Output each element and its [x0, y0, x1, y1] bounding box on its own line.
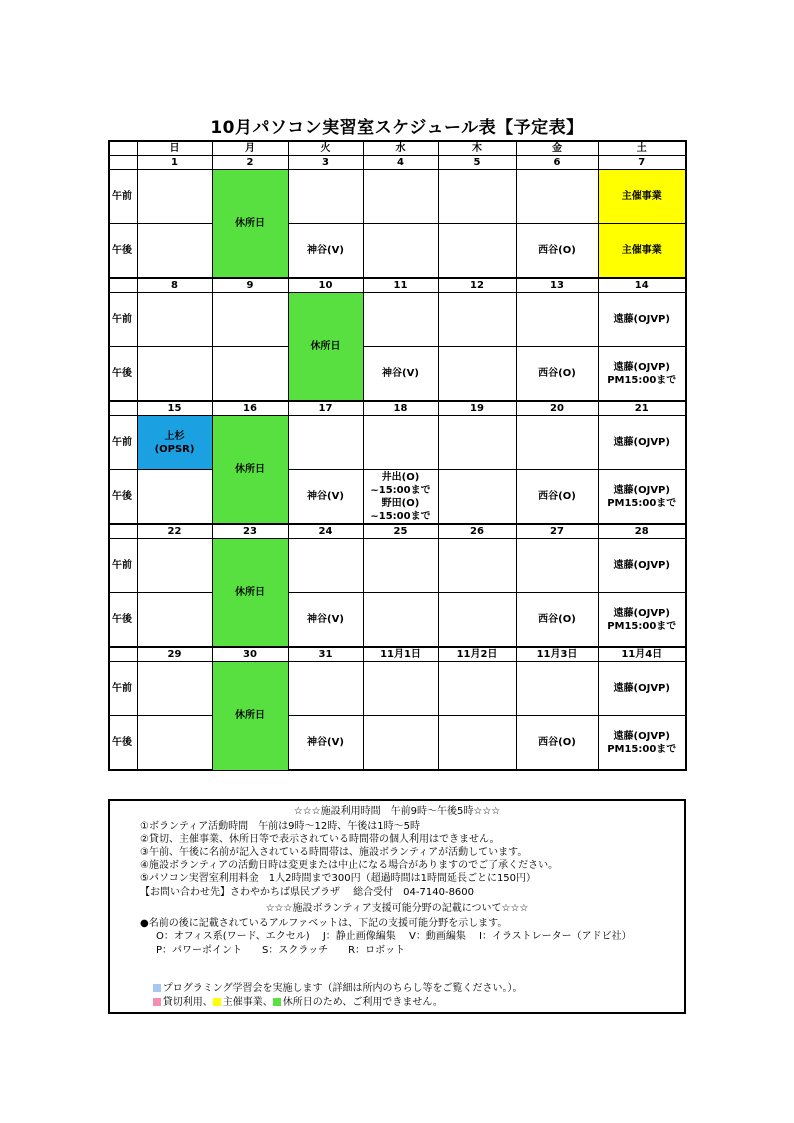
schedule-cell [363, 662, 438, 716]
pink-square-icon [153, 998, 161, 1006]
date-cell: 11月3日 [516, 647, 598, 662]
hours-heading: ☆☆☆施設利用時間 午前9時～午後5時☆☆☆ [293, 806, 501, 817]
slot-label-pm: 午後 [109, 224, 137, 279]
green-square-icon [273, 998, 281, 1006]
slot-label-pm: 午後 [109, 593, 137, 648]
schedule-entry: 神谷(V) [307, 491, 344, 502]
schedule-cell [288, 593, 363, 648]
schedule-cell [363, 224, 438, 279]
schedule-cell [438, 716, 516, 771]
slot-label-pm: 午後 [109, 470, 137, 525]
schedule-cell [137, 539, 212, 593]
header-corner [109, 141, 137, 156]
schedule-cell [516, 224, 598, 279]
schedule-entry: 遠藤(OJVP) PM15:00まで [607, 484, 677, 509]
date-cell: 11月4日 [598, 647, 686, 662]
schedule-entry: 遠藤(OJVP) [613, 560, 670, 571]
schedule-cell [598, 224, 686, 279]
schedule-cell [288, 662, 363, 716]
date-cell: 14 [598, 278, 686, 293]
closed-day-cell: 休所日 [212, 539, 288, 648]
schedule-cell [438, 539, 516, 593]
date-cell: 5 [438, 156, 516, 170]
date-cell: 9 [212, 278, 288, 293]
date-cell: 29 [137, 647, 212, 662]
schedule-entry: 遠藤(OJVP) PM15:00まで [607, 607, 677, 632]
day-header: 火 [288, 141, 363, 156]
schedule-cell [137, 662, 212, 716]
day-header: 金 [516, 141, 598, 156]
date-cell: 16 [212, 401, 288, 416]
date-cell: 19 [438, 401, 516, 416]
date-cell: 7 [598, 156, 686, 170]
schedule-cell [438, 347, 516, 402]
date-cell: 28 [598, 524, 686, 539]
note-item-3: ③午前、午後に名前が記入されている時間帯は、施設ボランティアが活動しています。 [140, 847, 528, 858]
date-cell: 10 [288, 278, 363, 293]
date-cell: 11 [363, 278, 438, 293]
date-cell: 4 [363, 156, 438, 170]
schedule-cell [288, 539, 363, 593]
note-item-4: ④施設ボランティアの活動日時は変更または中止になる場合がありますのでご了承ください。 [140, 860, 559, 871]
skills-line-2: P：パワーポイント S：スクラッチ R：ロボット [156, 945, 406, 956]
date-row-corner [109, 278, 137, 293]
date-row-corner [109, 156, 137, 170]
schedule-cell [516, 416, 598, 470]
day-header: 水 [363, 141, 438, 156]
day-header: 土 [598, 141, 686, 156]
schedule-cell [363, 347, 438, 402]
date-row-corner [109, 524, 137, 539]
schedule-cell [598, 416, 686, 470]
schedule-cell [137, 293, 212, 347]
schedule-cell [288, 416, 363, 470]
note-item-5: ⑤パソコン実習室利用料金 1人2時間まで300円（超過時間は1時間延長ごとに150円） [140, 873, 537, 884]
page-title: 10月パソコン実習室スケジュール表【予定表】 [210, 118, 584, 138]
yellow-square-icon [213, 998, 221, 1006]
schedule-cell [598, 293, 686, 347]
schedule-entry: 遠藤(OJVP) [613, 437, 670, 448]
schedule-cell [288, 716, 363, 771]
schedule-cell [438, 293, 516, 347]
skills-heading: ☆☆☆施設ボランティア支援可能分野の記載について☆☆☆ [265, 903, 529, 914]
schedule-entry: 遠藤(OJVP) PM15:00まで [607, 730, 677, 755]
slot-label-am: 午前 [109, 170, 137, 224]
schedule-cell [438, 662, 516, 716]
schedule-entry: 西谷(O) [538, 368, 576, 379]
closed-day-cell: 休所日 [212, 662, 288, 771]
schedule-cell [516, 347, 598, 402]
schedule-cell [516, 170, 598, 224]
legend-unavailable [140, 983, 443, 1023]
closed-day-cell: 休所日 [212, 170, 288, 279]
date-cell: 3 [288, 156, 363, 170]
date-cell: 26 [438, 524, 516, 539]
schedule-entry: 西谷(O) [538, 614, 576, 625]
note-item-2: ②貸切、主催事業、休所日等で表示されている時間帯の個人利用はできません。 [140, 834, 500, 845]
contact-line: 【お問い合わせ先】さわやかちば県民プラザ 総合受付 04-7140-8600 [140, 887, 475, 898]
schedule-entry: 神谷(V) [307, 614, 344, 625]
schedule-cell [137, 347, 212, 402]
schedule-cell [363, 470, 438, 525]
schedule-entry: 上杉 (OPSR) [154, 430, 195, 455]
date-cell: 30 [212, 647, 288, 662]
schedule-cell [363, 539, 438, 593]
schedule-cell [137, 470, 212, 525]
schedule-cell [137, 170, 212, 224]
schedule-cell [363, 416, 438, 470]
date-cell: 25 [363, 524, 438, 539]
note-item-1: ①ボランティア活動時間 午前は9時～12時、午後は1時～5時 [140, 821, 420, 832]
schedule-cell [516, 662, 598, 716]
schedule-table [108, 140, 687, 771]
skills-intro: ●名前の後に記載されているアルファベットは、下記の支援可能分野を示します。 [140, 918, 508, 929]
schedule-cell [288, 170, 363, 224]
schedule-entry: 西谷(O) [538, 737, 576, 748]
slot-label-am: 午前 [109, 416, 137, 470]
schedule-cell [212, 293, 288, 347]
closed-day-cell: 休所日 [288, 293, 363, 402]
schedule-cell [438, 470, 516, 525]
slot-label-am: 午前 [109, 539, 137, 593]
date-cell: 12 [438, 278, 516, 293]
date-cell: 13 [516, 278, 598, 293]
day-header: 日 [137, 141, 212, 156]
schedule-entry: 神谷(V) [307, 737, 344, 748]
schedule-cell [598, 470, 686, 525]
date-cell: 8 [137, 278, 212, 293]
schedule-cell [516, 716, 598, 771]
date-row-corner [109, 647, 137, 662]
schedule-entry: 主催事業 [621, 191, 662, 202]
date-cell: 2 [212, 156, 288, 170]
date-cell: 11月1日 [363, 647, 438, 662]
schedule-cell [598, 662, 686, 716]
day-header: 木 [438, 141, 516, 156]
notes-box [108, 799, 686, 1014]
slot-label-pm: 午後 [109, 716, 137, 771]
schedule-cell [438, 170, 516, 224]
schedule-cell [137, 416, 212, 470]
schedule-cell [363, 593, 438, 648]
schedule-cell [288, 224, 363, 279]
schedule-cell [363, 170, 438, 224]
schedule-cell [598, 170, 686, 224]
date-cell: 6 [516, 156, 598, 170]
schedule-entry: 遠藤(OJVP) [613, 683, 670, 694]
schedule-cell [598, 539, 686, 593]
schedule-cell [137, 716, 212, 771]
schedule-cell [598, 593, 686, 648]
skills-line-1: O：オフィス系(ワード、エクセル) J：静止画像編集 V：動画編集 I：イラストレーター（アドビ社） [156, 931, 632, 942]
schedule-entry: 井出(O) ~15:00まで 野田(O) ~15:00まで [370, 471, 431, 522]
legend-closed-text: 休所日のため、ご利用できません。 [282, 997, 443, 1009]
schedule-entry: 神谷(V) [382, 368, 419, 379]
day-header: 月 [212, 141, 288, 156]
schedule-entry: 主催事業 [621, 245, 662, 256]
schedule-cell [516, 539, 598, 593]
date-cell: 11月2日 [438, 647, 516, 662]
schedule-entry: 遠藤(OJVP) PM15:00まで [607, 361, 677, 386]
legend-private-text: 貸切利用、 [162, 997, 213, 1009]
date-cell: 31 [288, 647, 363, 662]
schedule-cell [598, 716, 686, 771]
slot-label-am: 午前 [109, 293, 137, 347]
date-cell: 27 [516, 524, 598, 539]
schedule-entry: 西谷(O) [538, 491, 576, 502]
schedule-cell [137, 593, 212, 648]
schedule-cell [438, 593, 516, 648]
schedule-cell [516, 293, 598, 347]
schedule-cell [438, 224, 516, 279]
legend-programming-text: プログラミング学習会を実施します（詳細は所内のちらし等をご覧ください。）。 [162, 983, 523, 995]
schedule-cell [363, 293, 438, 347]
schedule-cell [137, 224, 212, 279]
date-cell: 18 [363, 401, 438, 416]
legend-host-text: 主催事業、 [222, 997, 273, 1009]
schedule-cell [212, 347, 288, 402]
slot-label-pm: 午後 [109, 347, 137, 402]
schedule-entry: 西谷(O) [538, 245, 576, 256]
schedule-cell [363, 716, 438, 771]
date-cell: 24 [288, 524, 363, 539]
date-cell: 15 [137, 401, 212, 416]
date-cell: 22 [137, 524, 212, 539]
schedule-cell [516, 593, 598, 648]
closed-day-cell: 休所日 [212, 416, 288, 525]
schedule-entry: 遠藤(OJVP) [613, 314, 670, 325]
schedule-cell [598, 347, 686, 402]
schedule-cell [516, 470, 598, 525]
schedule-cell [288, 470, 363, 525]
slot-label-am: 午前 [109, 662, 137, 716]
schedule-entry: 神谷(V) [307, 245, 344, 256]
date-row-corner [109, 401, 137, 416]
schedule-cell [438, 416, 516, 470]
date-cell: 1 [137, 156, 212, 170]
date-cell: 20 [516, 401, 598, 416]
date-cell: 21 [598, 401, 686, 416]
date-cell: 23 [212, 524, 288, 539]
date-cell: 17 [288, 401, 363, 416]
